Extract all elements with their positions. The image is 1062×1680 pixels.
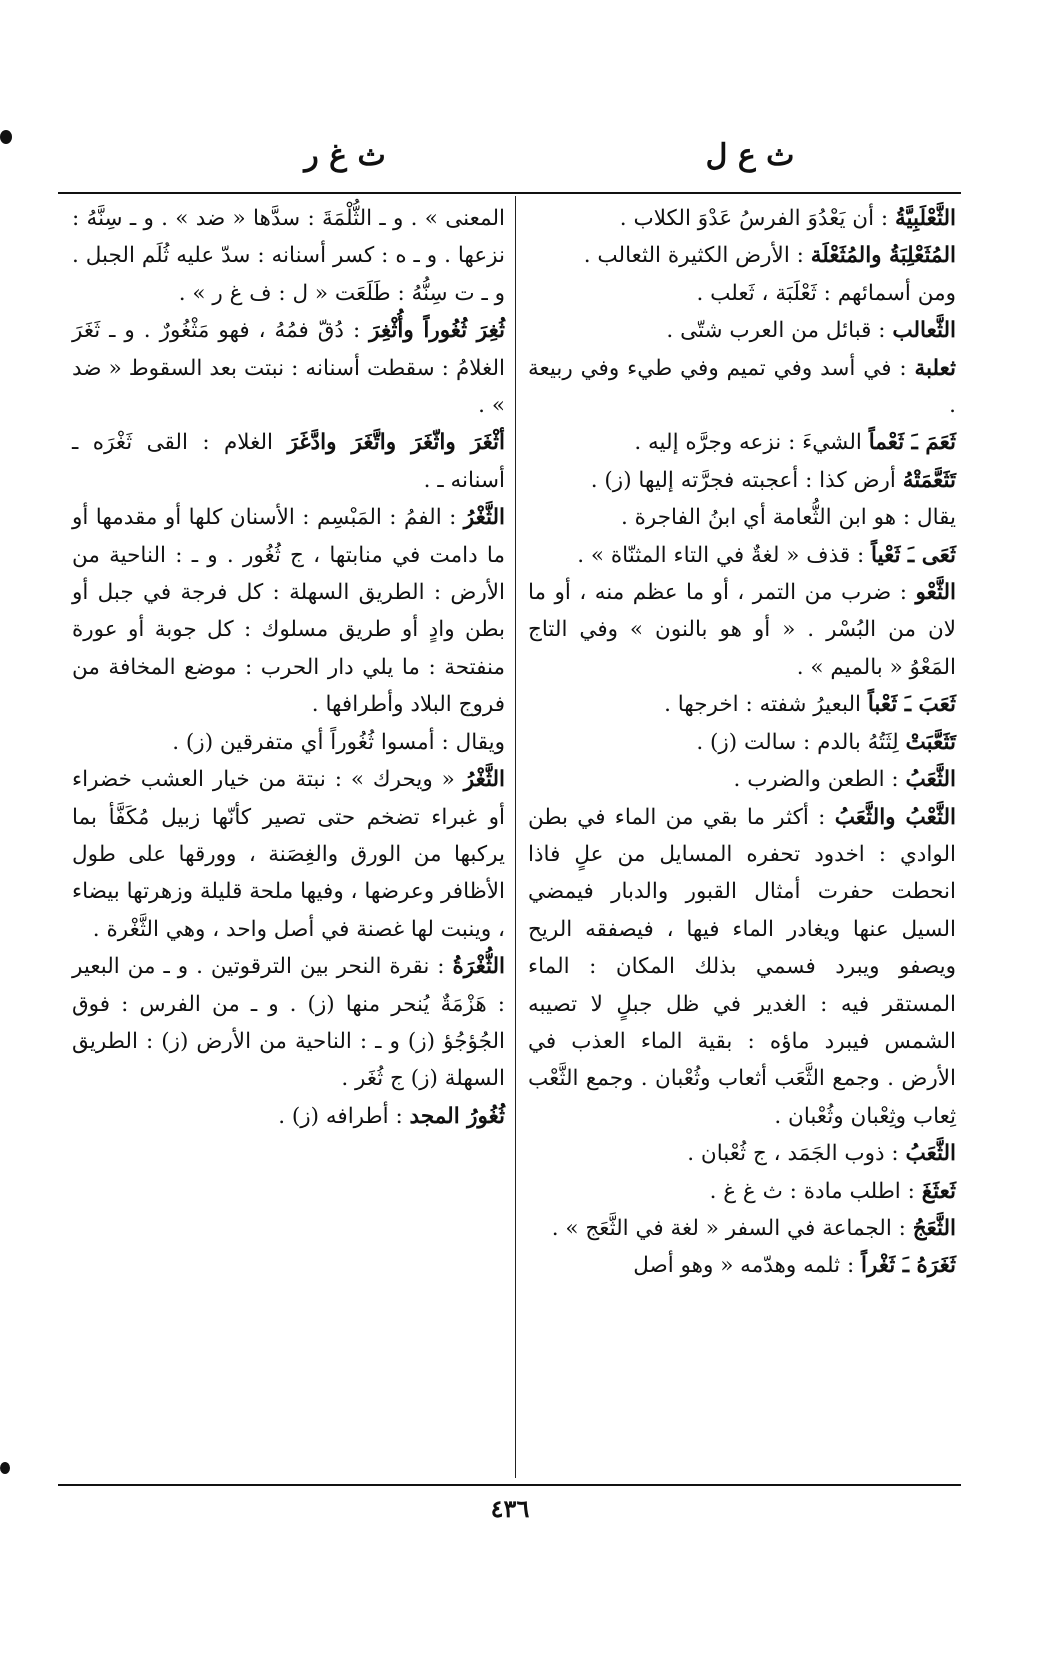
entry-headword: الثَّعْو xyxy=(915,580,956,606)
entry-definition: الغلام : القى ثَغْرَه ـ أسنانه ـ . xyxy=(72,430,505,493)
entry-headword: ثَغَرَهُ ـَ ثَغْراً xyxy=(861,1253,956,1279)
entry-definition: ويقال : أمسوا ثُغُوراً أي متفرقين (ز) . xyxy=(172,729,505,755)
entry-definition: : دُقّ فمُهُ ، فهو مَثْغُورٌ . و ـ ثَغَرَ الغلامُ : سقطت أسنانه : نبتت بعد السقوط « ضد » . xyxy=(72,318,505,419)
entry-definition: أرض كذا : أعجبته فجرَّته إليها (ز) . xyxy=(590,467,903,493)
entry-headword: الثَّعَجُ xyxy=(912,1215,956,1241)
column-divider xyxy=(515,196,516,1478)
header-rule xyxy=(58,192,961,194)
entry-headword: ثُغِرَ ثُغُوراً وأُثْغِرَ xyxy=(369,318,505,344)
dictionary-entry xyxy=(72,724,505,761)
entry-definition: البعيرُ شفته : اخرجها . xyxy=(664,692,868,718)
dictionary-entry xyxy=(528,1173,956,1210)
entry-definition: : الأرض الكثيرة الثعالب . xyxy=(583,243,811,269)
entry-definition: : أن يَعْدُوَ الفرسُ عَدْوَ الكلاب . xyxy=(619,206,895,231)
right-column xyxy=(528,200,956,1285)
entry-definition: : قبائل من العرب شتّى . xyxy=(666,318,893,344)
dictionary-entry xyxy=(528,200,956,237)
entry-definition: المعنى » . و ـ الثُّلْمَةَ : سدَّها « ضد » . و ـ سِنَّهُ : نزعها . و ـ ه : كسر أسنانه : سدّ عليه ثُلَم الجبل . و ـ ت سِنُّهُ : طَلَعَت « ل : ف غ ر » . xyxy=(72,206,505,306)
entry-headword: أثْغَرَ واثّغَرَ واتَّغَرَ وادَّغَرَ xyxy=(287,430,505,456)
dictionary-entry xyxy=(72,424,505,499)
entry-headword: ثَعثَغَ xyxy=(921,1178,956,1204)
entry-headword: ثُغُورُ المجد xyxy=(409,1103,505,1129)
entry-definition: : ثلمه وهدّمه « وهو أصل xyxy=(633,1253,862,1279)
entry-headword: ثَعَمَ ـَ ثَعْماً xyxy=(868,430,956,456)
footer-rule xyxy=(58,1484,961,1486)
dictionary-entry xyxy=(528,424,956,461)
left-column xyxy=(72,200,505,1135)
entry-headword: تَثَعَّبَتْ xyxy=(905,729,956,755)
entry-definition: : نقرة النحر بين الترقوتين . و ـ من البعير : هَزْمَةٌ يُنحر منها (ز) . و ـ من الفرس : فوق الجُؤجُؤ (ز) و ـ : الناحية من الأرض (ز) : الطريق السهلة (ز) ج ثُغَر . xyxy=(72,954,505,1092)
entry-definition: : ضرب من التمر ، أو ما عظم منه ، أو ما لان من البُسْر . « أو هو بالنون » وفي التاج المَعْوُ « بالميم » . xyxy=(528,580,956,680)
entry-definition: « ويحرك » : نبتة من خيار العشب خضراء أو غبراء تضخم حتى تصير كأنّها زبيل مُكَفَّأ بما يركبها من الورق والغِصَنة ، وورقها على طول الأظافر وعرضها ، وفيها ملحة قليلة وزهرتها بيضاء ، وينبت لها غصنة في أصل واحد ، وهي الثَّغْرة . xyxy=(72,767,505,942)
dictionary-entry xyxy=(528,724,956,761)
entry-definition: الشيءَ : نزعه وجرَّه إليه . xyxy=(634,430,869,456)
scan-mark-top xyxy=(0,130,12,144)
entry-definition: ومن أسمائهم : ثَعْلَبَة ، ثَعلب . xyxy=(696,280,956,306)
dictionary-entry xyxy=(72,1098,505,1135)
entry-definition: لِثَتُهُ بالدم : سالت (ز) . xyxy=(696,729,906,755)
entry-headword: الثُّغْرَةُ xyxy=(452,954,505,980)
entry-headword: تَثَعَّمَتْهُ xyxy=(902,467,956,493)
entry-definition: : أكثر ما بقي من الماء في بطن الوادي : اخدود تحفره المسايل من علٍ فاذا انحطت حفرت أمثال القبور والدبار فيمضي السيل عنها ويغادر الماء فيها ، فيصفقه الريح ويصفو ويبرد فسمي بذلك المكان : الماء المستقر فيه : الغدير في ظل جبلٍ لا تصيبه الشمس فيبرد ماؤه : بقية الماء العذب في الأرض . وجمع الثَّعَب أثعاب وثُعْبان . وجمع الثَّعْب ثِعاب وثِعْبان وثُعْبان . xyxy=(528,804,956,1129)
scan-mark-bottom xyxy=(0,1462,10,1474)
dictionary-entry xyxy=(72,948,505,1098)
dictionary-entry xyxy=(528,1210,956,1247)
dictionary-entry xyxy=(528,275,956,312)
entry-definition: : اطلب مادة : ث غ غ . xyxy=(709,1178,922,1204)
entry-definition: : ذوب الجَمَد ، ج ثُعْبان . xyxy=(687,1141,906,1167)
entry-headword: الثَّغْرُ xyxy=(463,767,505,793)
root-header-left: ث غ ر xyxy=(304,138,386,173)
entry-headword: الثَّغْرُ xyxy=(463,505,505,531)
dictionary-entry xyxy=(528,799,956,1136)
dictionary-entry xyxy=(72,312,505,424)
entry-definition: : الطعن والضرب . xyxy=(733,767,906,793)
entry-headword: ثَعَى ـَ ثَعْياً xyxy=(871,542,956,568)
page-number: ٤٣٦ xyxy=(490,1494,530,1523)
dictionary-entry xyxy=(528,1247,956,1284)
entry-definition: : في أسد وفي تميم وفي طيء وفي ربيعة . xyxy=(528,355,956,419)
entry-headword: الثَّعالب xyxy=(892,318,956,344)
entry-headword: ثعلبة xyxy=(914,355,956,381)
entry-headword: الثَّعَبُ xyxy=(905,1141,956,1167)
dictionary-entry xyxy=(528,350,956,425)
entry-definition: : الجماعة في السفر « لغة في الثَّعَج » . xyxy=(551,1215,913,1241)
dictionary-entry xyxy=(72,499,505,723)
dictionary-entry xyxy=(528,686,956,723)
entry-headword: الثَّعَبُ xyxy=(905,767,956,793)
dictionary-entry xyxy=(72,761,505,948)
entry-definition: : قذف « لغةٌ في التاء المثنّاة » . xyxy=(577,542,872,568)
entry-definition: : الفمُ : المَبْسِم : الأسنان كلها أو مقدمها أو ما دامت في منابتها ، ج ثُغُور . و ـ : الناحية من الأرض : الطريق السهلة : كل فرجة في جبل أو بطن وادٍ أو طريق مسلوك : كل جوبة أو عورة منفتحة : ما يلي دار الحرب : موضع المخافة من فروج البلاد وأطرافها . xyxy=(72,505,505,718)
dictionary-entry xyxy=(528,1135,956,1172)
dictionary-entry xyxy=(528,462,956,499)
entry-headword: المُثَعْلِبَةُ والمُثَعْلَة xyxy=(810,243,956,269)
entry-definition: يقال : هو ابن الثُّعامة أي ابنُ الفاجرة . xyxy=(620,505,956,531)
dictionary-entry xyxy=(528,761,956,798)
dictionary-entry xyxy=(72,200,505,312)
dictionary-entry xyxy=(528,537,956,574)
entry-definition: : أطرافه (ز) . xyxy=(278,1103,410,1129)
root-header-right: ث ع ل xyxy=(705,138,795,173)
entry-headword: الثَّعْلَبِيَّةُ xyxy=(894,206,956,231)
entry-headword: الثَّعْبُ والثَّعَبُ xyxy=(834,804,957,830)
dictionary-entry xyxy=(528,499,956,536)
entry-headword: ثَعَبَ ـَ ثَعْباً xyxy=(867,692,956,718)
dictionary-entry xyxy=(528,574,956,686)
dictionary-entry xyxy=(528,237,956,274)
dictionary-entry xyxy=(528,312,956,349)
